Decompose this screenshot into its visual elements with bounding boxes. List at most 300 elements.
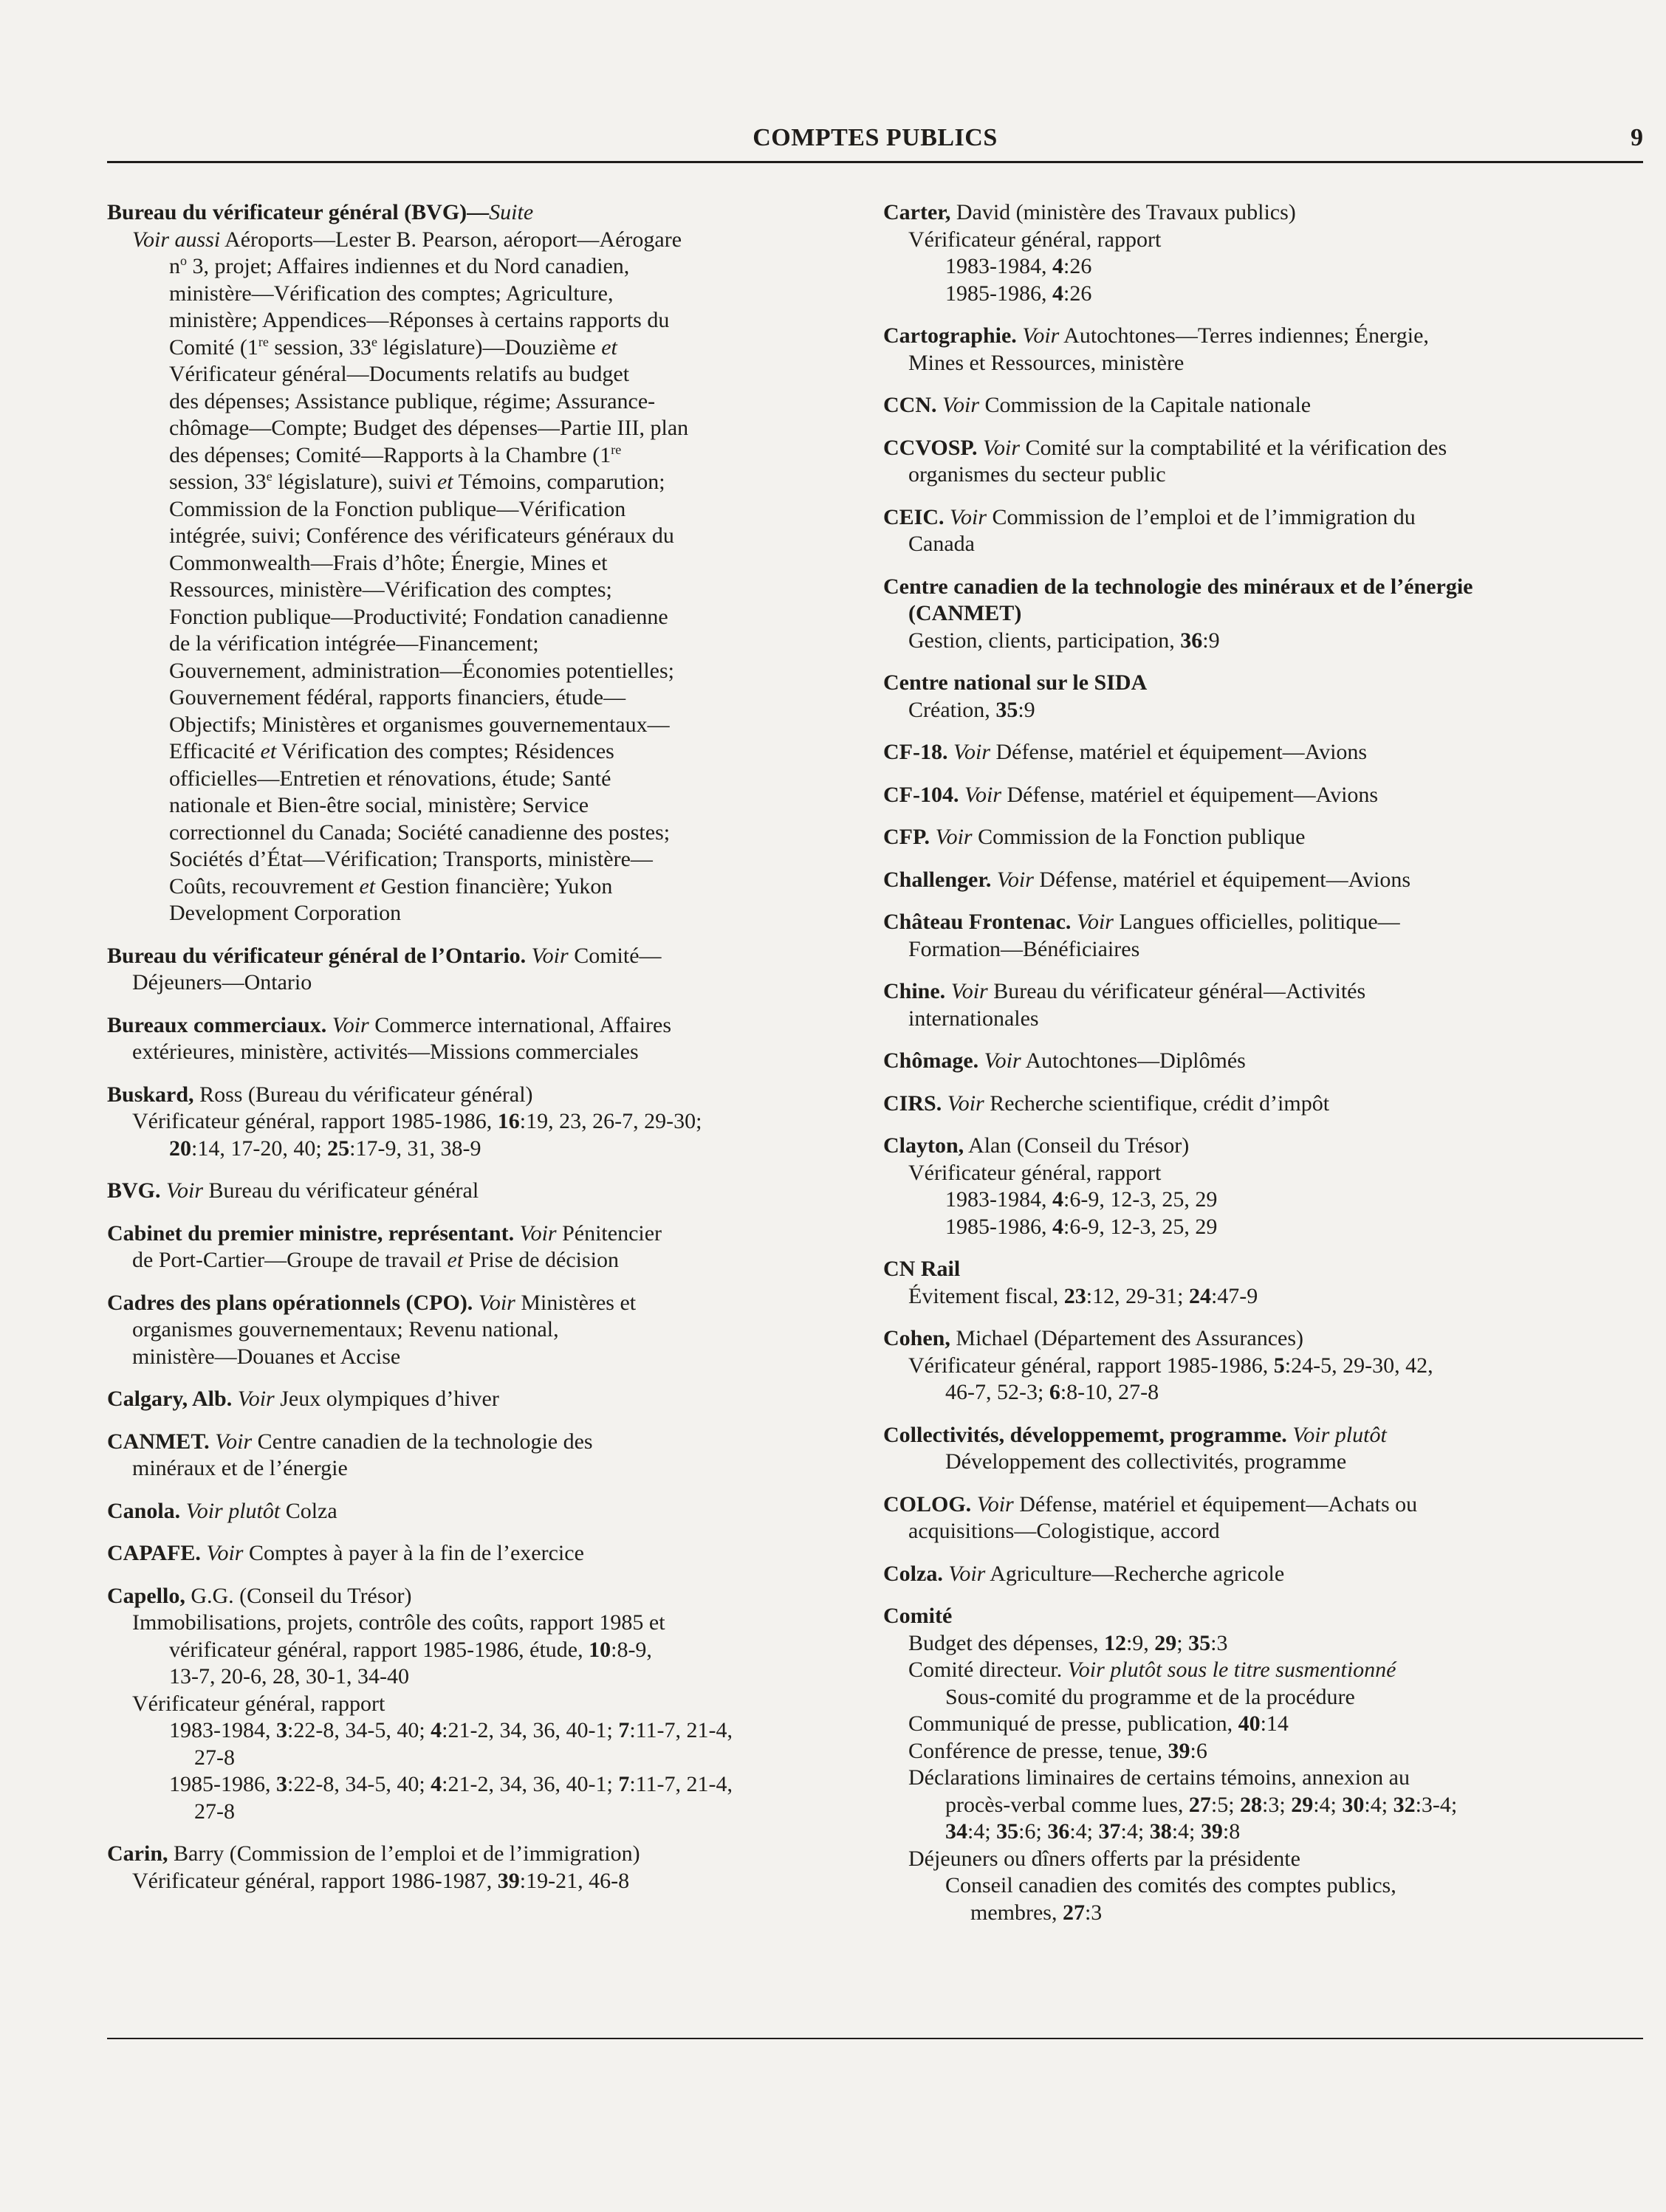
text-run: des dépenses; Assistance publique, régime; Assurance- xyxy=(169,388,656,413)
index-entry xyxy=(883,392,1644,419)
text-run: de la vérification intégrée—Financement; xyxy=(169,631,539,656)
text-run: Commission de la Fonction publique—Vérification xyxy=(169,496,626,521)
entry-subline xyxy=(883,697,1644,724)
text-run: :26 xyxy=(1063,254,1092,278)
bold-text: Clayton, xyxy=(883,1133,964,1158)
text-run: Budget des dépenses, xyxy=(908,1630,1104,1655)
text-run: Commonwealth—Frais d’hôte; Énergie, Mines et xyxy=(169,550,608,575)
entry-heading-line xyxy=(107,1012,805,1040)
text-run: 13-7, 20-6, 28, 30-1, 34-40 xyxy=(169,1664,409,1689)
bold-text: 7 xyxy=(618,1718,630,1742)
text-run xyxy=(1071,910,1077,934)
entry-subline xyxy=(107,873,805,901)
italic-text: et xyxy=(359,873,376,899)
text-run: 27-8 xyxy=(194,1799,235,1824)
italic-text: Voir xyxy=(332,1012,369,1037)
text-run: :19-21, 46-8 xyxy=(519,1868,630,1893)
text-run: :5; xyxy=(1210,1792,1241,1817)
text-run: 1985-1986, xyxy=(945,1214,1052,1239)
text-run: Jeux olympiques d’hiver xyxy=(274,1387,499,1411)
entry-subline xyxy=(883,1160,1644,1187)
entry-subline xyxy=(107,1344,805,1371)
bold-text: 3 xyxy=(276,1718,287,1742)
text-run: :9, xyxy=(1125,1630,1155,1655)
text-run: :9 xyxy=(1202,628,1220,653)
bold-text: Canola. xyxy=(107,1498,181,1523)
entry-subline xyxy=(107,550,805,577)
bold-text: CFP. xyxy=(883,825,930,849)
text-run xyxy=(326,1013,332,1037)
text-run: :8-10, 27-8 xyxy=(1060,1380,1159,1404)
italic-text: Voir xyxy=(1022,323,1060,348)
bold-text: 38 xyxy=(1149,1819,1172,1844)
entry-heading-line xyxy=(107,1082,805,1109)
text-run: G.G. (Conseil du Trésor) xyxy=(185,1583,412,1608)
text-run: Déclarations liminaires de certains témoins, annexion au xyxy=(908,1765,1410,1790)
entry-subline xyxy=(107,1637,805,1664)
bold-text: 4 xyxy=(1052,254,1063,278)
text-run: législature)—Douzième xyxy=(377,334,602,360)
entry-subline xyxy=(107,846,805,873)
text-run: :3 xyxy=(1210,1630,1228,1655)
text-run: Défense, matériel et équipement—Avions xyxy=(1033,867,1411,892)
italic-text: et xyxy=(601,334,617,360)
bold-text: 34 xyxy=(945,1819,967,1844)
index-column-left xyxy=(107,199,805,1910)
entry-subline xyxy=(883,227,1644,254)
superscript-text: re xyxy=(611,442,622,457)
entry-heading-line xyxy=(883,574,1644,601)
bold-text: 20 xyxy=(169,1136,191,1161)
entry-subline xyxy=(107,792,805,820)
bold-text: Bureau du vérificateur général de l’Ontario. xyxy=(107,943,527,968)
text-run: ; xyxy=(1176,1630,1189,1655)
entry-subline xyxy=(107,1771,805,1799)
text-run: :4; xyxy=(1364,1792,1394,1817)
bold-text: Chine. xyxy=(883,979,946,1003)
entry-heading-line xyxy=(883,1603,1644,1630)
bold-text: COLOG. xyxy=(883,1491,972,1517)
entry-heading-line xyxy=(107,1498,805,1525)
entry-subline xyxy=(107,361,805,388)
bold-text: 35 xyxy=(995,697,1018,722)
text-run: Défense, matériel et équipement—Avions xyxy=(1001,782,1379,807)
text-run: :4; xyxy=(1120,1819,1150,1844)
text-run: Défense, matériel et équipement—Avions xyxy=(990,740,1368,764)
index-entry xyxy=(107,1583,805,1826)
italic-text: Voir plutôt xyxy=(1292,1422,1387,1447)
entry-subline xyxy=(883,600,1644,628)
bold-text: 32 xyxy=(1393,1792,1416,1817)
index-entry xyxy=(883,670,1644,724)
entry-heading-line xyxy=(883,392,1644,419)
entry-heading-line xyxy=(883,739,1644,766)
text-run: Vérificateur général, rapport xyxy=(132,1691,385,1716)
bold-text: 5 xyxy=(1273,1353,1285,1378)
bold-text: Chômage. xyxy=(883,1048,979,1073)
text-run: :4; xyxy=(1171,1819,1201,1844)
bold-text: 16 xyxy=(497,1109,520,1133)
entry-subline xyxy=(107,442,805,470)
index-column-right xyxy=(883,199,1644,1942)
index-entry xyxy=(883,504,1644,558)
italic-text: Voir xyxy=(953,740,990,764)
text-run: Vérificateur général, rapport xyxy=(908,227,1162,252)
bold-text: CF-18. xyxy=(883,740,948,764)
entry-subline xyxy=(107,334,805,362)
entry-subline xyxy=(883,1657,1644,1684)
entry-subline xyxy=(883,281,1644,308)
text-run: Comité directeur. xyxy=(908,1658,1068,1682)
entry-subline xyxy=(883,1214,1644,1241)
text-run xyxy=(180,1499,186,1523)
bold-text: Comité xyxy=(883,1604,953,1628)
text-run: Création, xyxy=(908,697,996,722)
bold-text: Bureau du vérificateur général (BVG)— xyxy=(107,200,490,224)
entry-subline xyxy=(883,936,1644,964)
text-run: ministère—Vérification des comptes; Agriculture, xyxy=(169,281,614,306)
entry-subline xyxy=(107,577,805,604)
entry-subline xyxy=(107,1799,805,1826)
entry-heading-line xyxy=(883,824,1644,851)
entry-subline xyxy=(883,1449,1644,1476)
entry-subline xyxy=(107,415,805,442)
text-run: organismes du secteur public xyxy=(908,462,1166,487)
entry-subline xyxy=(107,738,805,766)
entry-heading-line xyxy=(883,782,1644,809)
entry-subline xyxy=(107,1610,805,1637)
text-run: Coûts, recouvrement xyxy=(169,873,360,899)
text-run: internationales xyxy=(908,1006,1039,1031)
text-run: :17-9, 31, 38-9 xyxy=(349,1136,481,1161)
text-run: Development Corporation xyxy=(169,901,402,925)
text-run: Immobilisations, projets, contrôle des coûts, rapport 1985 et xyxy=(132,1610,665,1635)
bold-text: 28 xyxy=(1240,1792,1263,1817)
index-entry xyxy=(883,867,1644,894)
text-run: Gestion, clients, participation, xyxy=(908,628,1181,653)
text-run: 1985-1986, xyxy=(945,281,1052,306)
text-run: :14, 17-20, 40; xyxy=(191,1136,328,1161)
bold-text: CANMET. xyxy=(107,1429,210,1454)
italic-text: et xyxy=(260,739,277,763)
text-run xyxy=(232,1387,238,1411)
text-run: Développement des collectivités, programme xyxy=(945,1449,1347,1474)
running-title: COMPTES PUBLICS xyxy=(753,124,998,151)
text-run: procès-verbal comme lues, xyxy=(945,1792,1189,1817)
entry-heading-line xyxy=(107,1178,805,1205)
entry-subline xyxy=(883,1518,1644,1545)
italic-text: Voir xyxy=(166,1178,204,1203)
text-run: :6-9, 12-3, 25, 29 xyxy=(1063,1214,1218,1239)
entry-subline xyxy=(883,531,1644,558)
text-run: :12, 29-31; xyxy=(1086,1283,1189,1308)
text-run: Ministères et xyxy=(515,1290,637,1315)
bold-text: 4 xyxy=(1052,1187,1063,1212)
entry-subline xyxy=(107,1745,805,1772)
bold-text: 29 xyxy=(1154,1630,1177,1655)
bold-text: 4 xyxy=(1052,1214,1063,1239)
entry-subline xyxy=(883,1738,1644,1765)
text-run: Comptes à payer à la fin de l’exercice xyxy=(243,1541,584,1565)
bold-text: CF-104. xyxy=(883,782,959,807)
text-run: Objectifs; Ministères et organismes gouvernementaux— xyxy=(169,712,670,737)
text-run xyxy=(942,1091,947,1116)
text-run: session, 33 xyxy=(268,334,371,360)
text-run: Gestion financière; Yukon xyxy=(375,873,613,899)
entry-subline xyxy=(107,712,805,739)
page-number: 9 xyxy=(1631,124,1643,151)
text-run: :47-9 xyxy=(1210,1283,1258,1308)
bold-text: Buskard, xyxy=(107,1082,194,1107)
bold-text: 10 xyxy=(589,1637,611,1662)
italic-text: Voir xyxy=(984,1048,1021,1073)
text-run: Conférence de presse, tenue, xyxy=(908,1738,1168,1763)
index-entry xyxy=(883,824,1644,851)
bold-text: 36 xyxy=(1180,628,1203,653)
text-run: extérieures, ministère, activités—Missions commerciales xyxy=(132,1040,639,1064)
text-run: Communiqué de presse, publication, xyxy=(908,1711,1238,1736)
bold-text: 24 xyxy=(1188,1283,1211,1308)
entry-subline xyxy=(107,388,805,416)
bold-text: CCVOSP. xyxy=(883,435,978,460)
text-run: :6; xyxy=(1018,1819,1048,1844)
bold-text: (CANMET) xyxy=(908,601,1022,625)
text-run: :4; xyxy=(1069,1819,1099,1844)
entry-subline xyxy=(107,1691,805,1718)
index-entry xyxy=(107,1082,805,1163)
text-run: :8 xyxy=(1222,1819,1241,1844)
text-run: Barry (Commission de l’emploi et de l’immigration) xyxy=(168,1841,640,1866)
entry-subline xyxy=(107,820,805,847)
text-run: Prise de décision xyxy=(463,1248,619,1272)
text-run: Mines et Ressources, ministère xyxy=(908,350,1185,375)
entry-subline xyxy=(107,658,805,685)
entry-subline xyxy=(107,1868,805,1895)
bold-text: 30 xyxy=(1342,1792,1365,1817)
text-run: Autochtones—Terres indiennes; Énergie, xyxy=(1059,323,1429,348)
entry-subline xyxy=(107,281,805,308)
text-run: Alan (Conseil du Trésor) xyxy=(964,1133,1190,1158)
text-run: acquisitions—Cologistique, accord xyxy=(908,1519,1220,1543)
entry-heading-line xyxy=(107,1540,805,1567)
text-run: Michael (Département des Assurances) xyxy=(950,1326,1304,1350)
entry-subline xyxy=(883,253,1644,281)
text-run xyxy=(991,868,997,892)
bold-text: 12 xyxy=(1103,1630,1126,1655)
entry-subline xyxy=(107,227,805,254)
entry-subline xyxy=(883,1765,1644,1792)
bold-text: Centre canadien de la technologie des minéraux et de l’énergie xyxy=(883,574,1473,599)
text-run xyxy=(959,783,964,807)
text-run: :8-9, xyxy=(611,1637,652,1662)
text-run: Vérificateur général, rapport xyxy=(908,1160,1162,1185)
text-run: Déjeuners ou dîners offerts par la présidente xyxy=(908,1846,1300,1871)
entry-subline xyxy=(107,766,805,793)
text-run: :11-7, 21-4, xyxy=(629,1718,733,1742)
text-run: Formation—Bénéficiaires xyxy=(908,936,1140,961)
italic-text: Voir xyxy=(950,504,987,529)
text-run: Agriculture—Recherche agricole xyxy=(985,1561,1285,1586)
entry-heading-line xyxy=(107,199,805,227)
bold-text: 36 xyxy=(1047,1819,1070,1844)
index-entry xyxy=(107,1540,805,1567)
text-run xyxy=(978,1048,984,1073)
text-run: Conseil canadien des comités des comptes publics, xyxy=(945,1873,1396,1897)
italic-text: Voir xyxy=(1076,910,1114,934)
superscript-text: e xyxy=(266,469,272,484)
text-run: minéraux et de l’énergie xyxy=(132,1456,348,1480)
entry-subline xyxy=(883,1186,1644,1214)
entry-heading-line xyxy=(883,1048,1644,1075)
text-run: Vérificateur général, rapport 1986-1987, xyxy=(132,1868,498,1893)
bold-text: 29 xyxy=(1291,1792,1314,1817)
text-run xyxy=(945,505,950,529)
entry-subline xyxy=(107,969,805,997)
text-run: :14 xyxy=(1260,1711,1289,1736)
index-entry xyxy=(883,1048,1644,1075)
text-run xyxy=(978,436,984,460)
text-run: :4; xyxy=(1313,1792,1343,1817)
entry-subline xyxy=(883,1846,1644,1873)
entry-subline xyxy=(883,1900,1644,1927)
bold-text: 4 xyxy=(431,1772,442,1796)
italic-text: Voir xyxy=(206,1541,244,1565)
entry-heading-line xyxy=(883,867,1644,894)
bold-text: 39 xyxy=(497,1868,520,1893)
index-entry xyxy=(883,782,1644,809)
bold-text: CN Rail xyxy=(883,1257,961,1281)
entry-heading-line xyxy=(883,1422,1644,1449)
text-run: Centre canadien de la technologie des xyxy=(252,1429,593,1454)
entry-subline xyxy=(107,1663,805,1691)
text-run: de Port-Cartier—Groupe de travail xyxy=(132,1248,448,1272)
text-run: des dépenses; Comité—Rapports à la Chambre (1 xyxy=(169,442,611,467)
text-run: législature), suivi xyxy=(272,470,437,494)
text-run: :9 xyxy=(1018,697,1035,722)
italic-text: Voir xyxy=(478,1290,515,1315)
text-run: Commission de la Capitale nationale xyxy=(979,393,1312,417)
entry-subline xyxy=(883,461,1644,489)
text-run: ministère; Appendices—Réponses à certains rapports du xyxy=(169,308,670,332)
entry-heading-line xyxy=(883,323,1644,350)
bold-text: 3 xyxy=(276,1772,287,1796)
text-run: Comité sur la comptabilité et la vérification des xyxy=(1020,435,1447,460)
text-run: Bureau du vérificateur général—Activités xyxy=(987,979,1366,1003)
bold-text: CEIC. xyxy=(883,504,945,529)
text-run xyxy=(210,1429,216,1454)
bold-text: 40 xyxy=(1238,1711,1261,1736)
text-run: n xyxy=(169,254,180,278)
bold-text: 7 xyxy=(618,1772,630,1796)
bold-text: 4 xyxy=(431,1718,442,1742)
bold-text: 39 xyxy=(1168,1738,1190,1763)
text-run: 27-8 xyxy=(194,1745,235,1770)
text-run: 1983-1984, xyxy=(945,1187,1052,1212)
entry-heading-line xyxy=(883,504,1644,532)
bold-text: Cohen, xyxy=(883,1326,950,1350)
bold-text: CAPAFE. xyxy=(107,1541,201,1565)
entry-heading-line xyxy=(883,1491,1644,1519)
entry-heading-line xyxy=(883,1090,1644,1118)
text-run: Recherche scientifique, crédit d’impôt xyxy=(984,1090,1330,1116)
bold-text: Carter, xyxy=(883,200,951,224)
entry-heading-line xyxy=(107,1290,805,1317)
entry-subline xyxy=(883,1711,1644,1738)
italic-text: Voir plutôt sous le titre susmentionné xyxy=(1067,1658,1396,1682)
italic-text: Voir xyxy=(964,782,1001,807)
text-run: 3, projet; Affaires indiennes et du Nord canadien, xyxy=(187,254,630,278)
entry-subline xyxy=(107,1039,805,1066)
bold-text: 27 xyxy=(1188,1792,1211,1817)
text-run: vérificateur général, rapport 1985-1986, étude, xyxy=(169,1637,589,1662)
bold-text: 27 xyxy=(1062,1900,1085,1925)
index-entry xyxy=(883,1325,1644,1406)
italic-text: et xyxy=(447,1248,464,1272)
index-entry xyxy=(883,323,1644,377)
text-run: correctionnel du Canada; Société canadienne des postes; xyxy=(169,820,671,845)
text-run: :11-7, 21-4, xyxy=(629,1772,733,1796)
text-run: Fonction publique—Productivité; Fondation canadienne xyxy=(169,604,668,629)
entry-heading-line xyxy=(883,435,1644,462)
text-run: 1985-1986, xyxy=(169,1772,276,1796)
italic-text: Voir xyxy=(942,393,980,417)
bold-text: Cabinet du premier ministre, représentant. xyxy=(107,1220,515,1246)
text-run xyxy=(526,944,532,968)
entry-subline xyxy=(107,900,805,927)
index-entry xyxy=(883,199,1644,307)
entry-subline xyxy=(107,1247,805,1274)
index-entry xyxy=(107,1386,805,1413)
entry-heading-line xyxy=(107,1583,805,1610)
index-entry xyxy=(883,435,1644,489)
entry-subline xyxy=(883,628,1644,655)
entry-subline xyxy=(107,1108,805,1136)
entry-subline xyxy=(107,253,805,281)
index-entry xyxy=(883,1256,1644,1310)
text-run: Défense, matériel et équipement—Achats ou xyxy=(1013,1491,1418,1517)
entry-subline xyxy=(107,631,805,658)
index-entry xyxy=(107,1178,805,1205)
text-run: :3; xyxy=(1262,1792,1292,1817)
entry-subline xyxy=(107,604,805,631)
bold-text: Collectivités, développememt, programme. xyxy=(883,1422,1287,1447)
text-run: :3-4; xyxy=(1415,1792,1458,1817)
bold-text: Cadres des plans opérationnels (CPO). xyxy=(107,1290,473,1315)
bold-text: Colza. xyxy=(883,1561,943,1586)
superscript-text: re xyxy=(258,334,269,349)
entry-subline xyxy=(107,684,805,712)
entry-heading-line xyxy=(883,1325,1644,1353)
bold-text: 39 xyxy=(1200,1819,1223,1844)
bold-text: 37 xyxy=(1098,1819,1121,1844)
entry-heading-line xyxy=(107,1841,805,1868)
bold-text: CIRS. xyxy=(883,1090,942,1116)
text-run: Commission de la Fonction publique xyxy=(972,825,1306,849)
text-run: Témoins, comparution; xyxy=(453,470,665,494)
entry-heading-line xyxy=(107,1386,805,1413)
text-run: :21-2, 34, 36, 40-1; xyxy=(442,1718,619,1742)
text-run: Aéroports—Lester B. Pearson, aéroport—Aérogare xyxy=(220,227,682,252)
bold-text: Calgary, Alb. xyxy=(107,1387,233,1411)
bold-text: 4 xyxy=(1052,281,1063,306)
index-entry xyxy=(883,978,1644,1032)
bold-text: 35 xyxy=(1188,1630,1211,1655)
text-run: Comité (1 xyxy=(169,334,258,360)
page-header xyxy=(107,124,1643,161)
text-run: organismes gouvernementaux; Revenu national, xyxy=(132,1317,559,1342)
entry-subline xyxy=(107,1316,805,1344)
italic-text: Voir xyxy=(983,435,1021,460)
